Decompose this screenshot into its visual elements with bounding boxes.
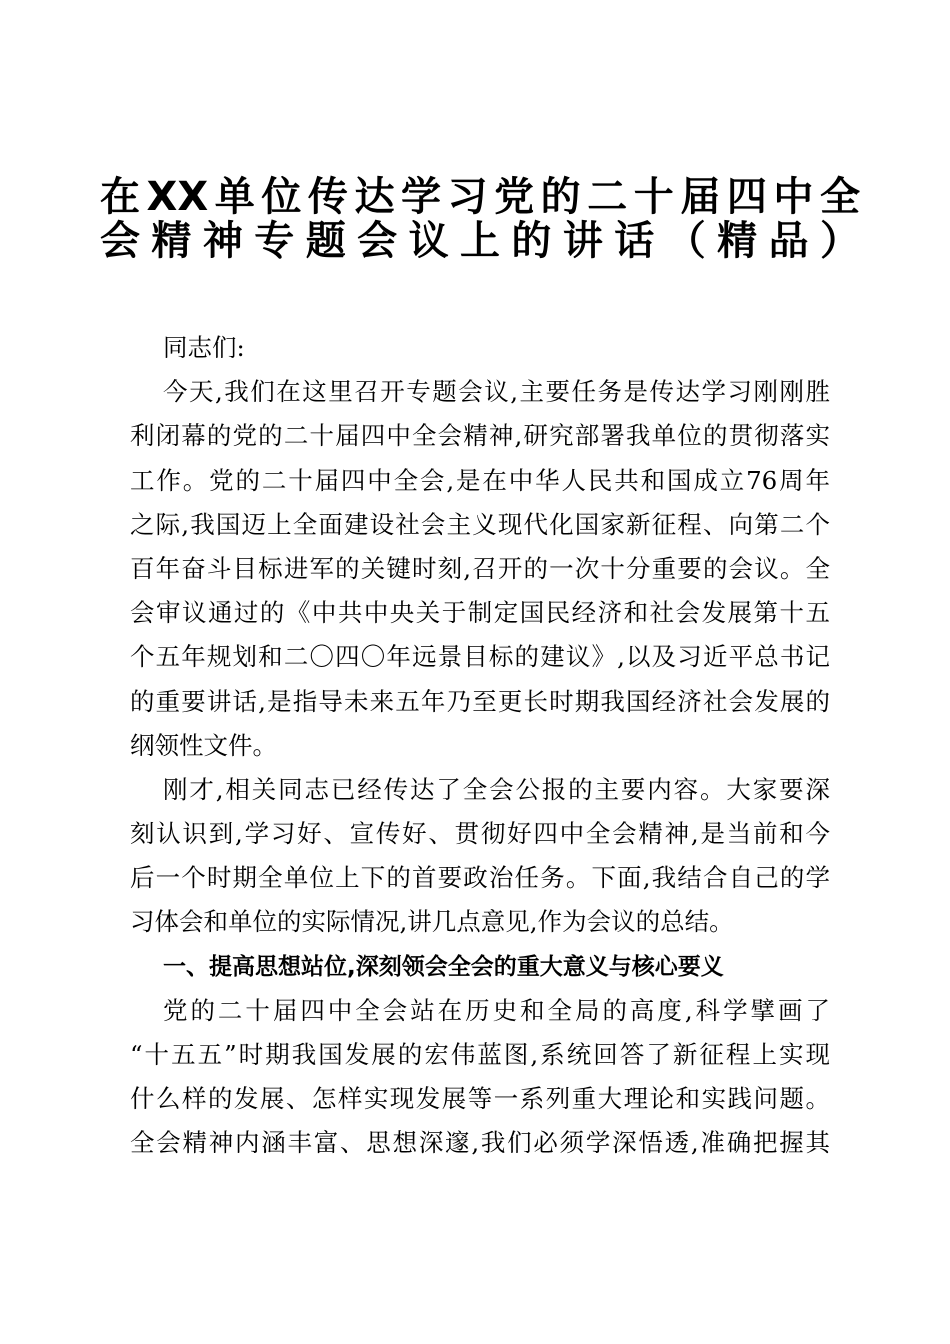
title-line-1: 在XX单位传达学习党的二十届四中全 xyxy=(100,174,860,220)
paragraph-line: 后一个时期全单位上下的首要政治任务。下面,我结合自己的学 xyxy=(130,863,830,893)
paragraph-line: 百年奋斗目标进军的关键时刻,召开的一次十分重要的会议。全 xyxy=(130,553,830,583)
paragraph-line: 会审议通过的《中共中央关于制定国民经济和社会发展第十五 xyxy=(130,598,830,628)
paragraph-line: 的重要讲话,是指导未来五年乃至更长时期我国经济社会发展的 xyxy=(130,686,830,716)
paragraph-line: 之际,我国迈上全面建设社会主义现代化国家新征程、向第二个 xyxy=(130,509,830,539)
paragraph-line: 个五年规划和二〇四〇年远景目标的建议》,以及习近平总书记 xyxy=(130,642,830,672)
paragraph-1 xyxy=(130,370,830,768)
salutation: 同志们: xyxy=(163,333,245,362)
paragraph-line: 全会精神内涵丰富、思想深邃,我们必须学深悟透,准确把握其 xyxy=(130,1128,830,1158)
paragraph-line: 利闭幕的党的二十届四中全会精神,研究部署我单位的贯彻落实 xyxy=(130,421,830,451)
paragraph-line: 习体会和单位的实际情况,讲几点意见,作为会议的总结。 xyxy=(130,907,734,937)
paragraph-line: 今天,我们在这里召开专题会议,主要任务是传达学习刚刚胜 xyxy=(163,377,830,407)
paragraph-line: “十五五”时期我国发展的宏伟蓝图,系统回答了新征程上实现 xyxy=(130,1040,830,1069)
document-body xyxy=(130,326,830,1166)
paragraph-line: 刚才,相关同志已经传达了全会公报的主要内容。大家要深 xyxy=(163,774,830,804)
paragraph-line: 纲领性文件。 xyxy=(130,730,277,760)
paragraph-line: 什么样的发展、怎样实现发展等一系列重大理论和实践问题。 xyxy=(130,1084,830,1114)
paragraph-line: 工作。党的二十届四中全会,是在中华人民共和国成立76周年 xyxy=(130,465,830,495)
paragraph-2 xyxy=(130,768,830,945)
paragraph-line: 党的二十届四中全会站在历史和全局的高度,科学擘画了 xyxy=(163,995,830,1025)
section-heading: 一、提高思想站位,深刻领会全会的重大意义与核心要义 xyxy=(163,953,724,980)
section-paragraph xyxy=(130,989,830,1166)
document-title xyxy=(100,170,860,265)
paragraph-line: 刻认识到,学习好、宣传好、贯彻好四中全会精神,是当前和今 xyxy=(130,819,830,849)
title-line-2: 会精神专题会议上的讲话（精品） xyxy=(100,218,860,265)
